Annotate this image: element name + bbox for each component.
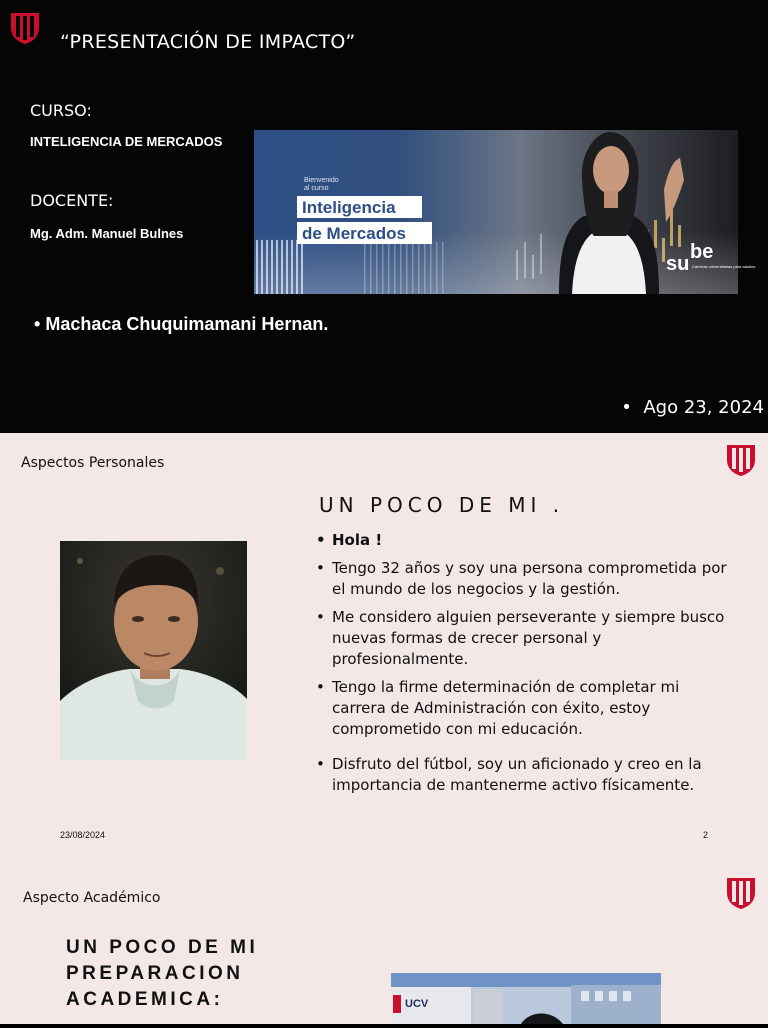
teacher-label: DOCENTE:	[30, 191, 114, 210]
slide-personal	[0, 433, 768, 863]
page-number: 2	[703, 830, 709, 840]
brand-tag: Carreras universitarias para adultos	[692, 264, 756, 269]
presentation-title: “PRESENTACIÓN DE IMPACTO”	[60, 31, 356, 53]
ucv-logo-icon	[725, 876, 757, 910]
section-title: Aspecto Académico	[23, 890, 161, 906]
banner-welcome-2: al curso	[304, 185, 329, 192]
bullet-icon: •	[621, 397, 632, 418]
list-item: • Tengo 32 años y soy una persona comprometida por el mundo de los negocios y la gestión.	[316, 558, 736, 600]
ucv-logo-icon	[9, 11, 41, 45]
brand-su: su	[666, 253, 690, 275]
footer-date: 23/08/2024	[60, 830, 106, 840]
bullet-icon: •	[34, 314, 41, 334]
section-heading: UN POCO DE MI PREPARACION ACADEMICA:	[66, 937, 259, 1010]
course-value: INTELIGENCIA DE MERCADOS	[30, 134, 223, 149]
banner-title-1: Inteligencia	[302, 198, 396, 217]
profile-photo	[60, 541, 247, 760]
presentation-date: • Ago 23, 2024	[621, 397, 764, 418]
course-label: CURSO:	[30, 101, 92, 120]
slide-title	[0, 0, 768, 433]
banner-welcome-1: Bienvenido	[304, 177, 339, 184]
list-item: • Tengo la firme determinación de completar mi carrera de Administración con éxito, estoy comprometido con mi educación.	[316, 677, 736, 740]
list-item: • Disfruto del fútbol, soy un aficionado y creo en la importancia de mantenerme activo físicamente.	[316, 754, 736, 796]
section-heading: UN POCO DE MI .	[319, 493, 565, 517]
list-item: • Hola !	[316, 530, 736, 551]
about-list	[316, 530, 736, 796]
university-photo	[391, 973, 661, 1024]
slide-academic	[0, 863, 768, 1024]
list-item: • Me considero alguien perseverante y siempre busco nuevas formas de crecer personal y profesionalmente.	[316, 607, 736, 670]
ucv-sign: UCV	[405, 998, 429, 1010]
banner-title-2: de Mercados	[302, 224, 406, 243]
teacher-value: Mg. Adm. Manuel Bulnes	[30, 226, 184, 241]
brand-be: be	[690, 241, 714, 263]
section-title: Aspectos Personales	[21, 455, 165, 471]
ucv-logo-icon	[725, 443, 757, 477]
course-banner-image	[254, 130, 756, 294]
student-name: • Machaca Chuquimamani Hernan.	[34, 314, 329, 334]
